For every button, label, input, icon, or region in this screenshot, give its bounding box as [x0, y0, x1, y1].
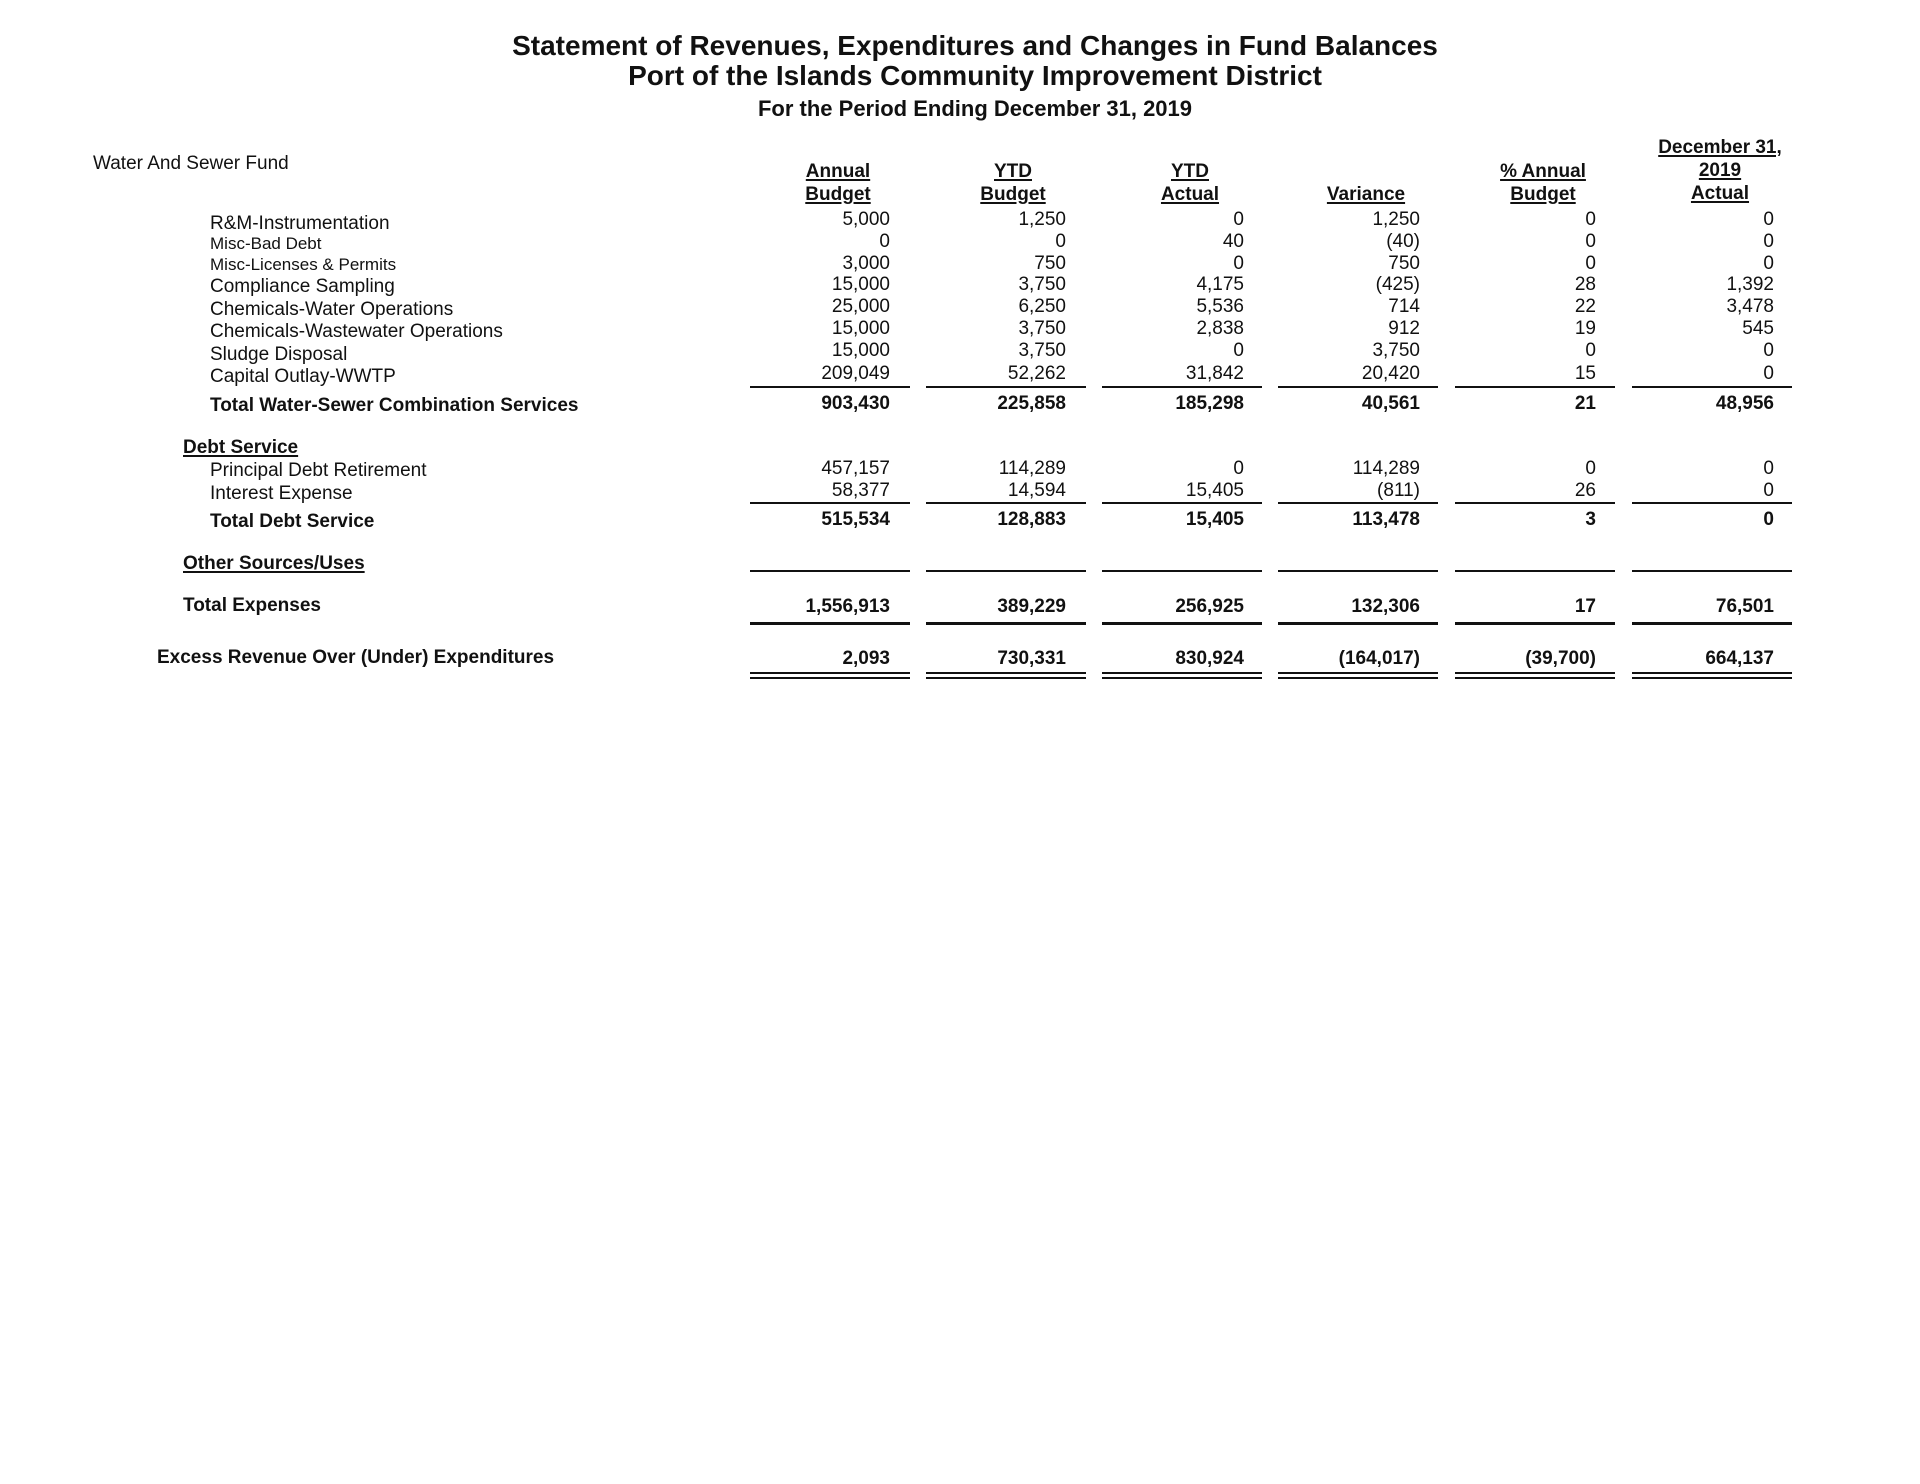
cell-ytd-budget: 3,750: [1018, 318, 1066, 339]
cell-ytd-budget: 6,250: [1018, 296, 1066, 317]
cell-december-actual: 1,392: [1726, 274, 1774, 295]
cell-variance: 40,561: [1361, 393, 1420, 414]
col-header-variance: Variance: [1326, 184, 1406, 205]
cell-ytd-actual: 830,924: [1175, 648, 1244, 669]
double-underline: [926, 672, 1086, 679]
cell-ytd-budget: 225,858: [997, 393, 1066, 414]
row-label: Compliance Sampling: [210, 276, 395, 297]
row-label: Chemicals-Wastewater Operations: [210, 321, 503, 342]
cell-annual-budget: 15,000: [831, 340, 890, 361]
column-rule: [1632, 386, 1792, 388]
cell-annual-budget: 5,000: [842, 209, 890, 230]
cell-ytd-actual: 0: [1233, 253, 1244, 274]
cell-december-actual: 76,501: [1715, 596, 1774, 617]
cell-december-actual: 0: [1763, 340, 1774, 361]
column-rule: [1278, 622, 1438, 625]
cell-ytd-budget: 14,594: [1007, 480, 1066, 501]
cell-december-actual: 3,478: [1726, 296, 1774, 317]
cell-ytd-budget: 1,250: [1018, 209, 1066, 230]
row-label: Misc-Bad Debt: [210, 234, 322, 253]
column-rule: [1632, 622, 1792, 625]
excess-revenue-label: Excess Revenue Over (Under) Expenditures: [157, 647, 555, 668]
total-expenses-label: Total Expenses: [183, 595, 321, 616]
cell-december-actual: 664,137: [1705, 648, 1774, 669]
col-header-december-actual: December 31, 2019 Actual: [1658, 137, 1782, 204]
cell-pct-annual-budget: 17: [1574, 596, 1596, 617]
cell-december-actual: 0: [1763, 231, 1774, 252]
cell-december-actual: 0: [1763, 509, 1774, 530]
cell-ytd-actual: 40: [1222, 231, 1244, 252]
cell-annual-budget: 15,000: [831, 318, 890, 339]
cell-pct-annual-budget: 0: [1585, 253, 1596, 274]
column-rule: [1102, 622, 1262, 625]
cell-annual-budget: 3,000: [842, 253, 890, 274]
row-label: Sludge Disposal: [210, 344, 348, 365]
column-rule: [1455, 502, 1615, 504]
cell-pct-annual-budget: 22: [1574, 296, 1596, 317]
cell-ytd-budget: 3,750: [1018, 274, 1066, 295]
cell-pct-annual-budget: (39,700): [1525, 648, 1596, 669]
column-rule: [1278, 570, 1438, 572]
cell-annual-budget: 2,093: [842, 648, 890, 669]
cell-pct-annual-budget: 19: [1574, 318, 1596, 339]
column-rule: [1102, 502, 1262, 504]
column-rule: [1632, 570, 1792, 572]
cell-ytd-actual: 185,298: [1175, 393, 1244, 414]
column-rule: [750, 386, 910, 388]
col-header-annual-budget: Annual Budget: [805, 161, 871, 205]
cell-variance: 912: [1388, 318, 1420, 339]
cell-ytd-budget: 128,883: [997, 509, 1066, 530]
cell-december-actual: 0: [1763, 480, 1774, 501]
cell-pct-annual-budget: 0: [1585, 209, 1596, 230]
cell-pct-annual-budget: 26: [1574, 480, 1596, 501]
double-underline: [1632, 672, 1792, 679]
cell-variance: 1,250: [1372, 209, 1420, 230]
cell-annual-budget: 1,556,913: [805, 596, 890, 617]
cell-ytd-actual: 0: [1233, 458, 1244, 479]
column-rule: [1278, 386, 1438, 388]
column-rule: [926, 502, 1086, 504]
cell-annual-budget: 903,430: [821, 393, 890, 414]
double-underline: [1455, 672, 1615, 679]
cell-pct-annual-budget: 21: [1574, 393, 1596, 414]
cell-pct-annual-budget: 15: [1574, 363, 1596, 384]
report-title: Statement of Revenues, Expenditures and Changes in Fund Balances: [512, 30, 1438, 61]
cell-annual-budget: 15,000: [831, 274, 890, 295]
other-sources-heading: Other Sources/Uses: [183, 553, 365, 574]
column-rule: [926, 386, 1086, 388]
cell-ytd-actual: 5,536: [1196, 296, 1244, 317]
fund-label: Water And Sewer Fund: [93, 153, 289, 174]
column-rule: [926, 622, 1086, 625]
cell-pct-annual-budget: 0: [1585, 340, 1596, 361]
cell-ytd-budget: 750: [1034, 253, 1066, 274]
cell-december-actual: 0: [1763, 458, 1774, 479]
cell-variance: 114,289: [1352, 458, 1420, 479]
cell-annual-budget: 58,377: [831, 480, 890, 501]
cell-variance: (811): [1377, 480, 1420, 501]
report-period: For the Period Ending December 31, 2019: [757, 96, 1193, 121]
row-label: R&M-Instrumentation: [210, 213, 390, 234]
col-header-ytd-budget: YTD Budget: [980, 161, 1046, 205]
cell-pct-annual-budget: 28: [1574, 274, 1596, 295]
debt-service-heading: Debt Service: [183, 437, 299, 458]
row-label: Chemicals-Water Operations: [210, 299, 454, 320]
cell-december-actual: 0: [1763, 209, 1774, 230]
cell-annual-budget: 0: [879, 231, 890, 252]
col-header-ytd-actual: YTD Actual: [1160, 161, 1220, 205]
cell-variance: 113,478: [1352, 509, 1420, 530]
cell-pct-annual-budget: 3: [1585, 509, 1596, 530]
cell-annual-budget: 457,157: [821, 458, 890, 479]
cell-ytd-budget: 730,331: [997, 648, 1066, 669]
district-name: Port of the Islands Community Improvement District: [628, 60, 1322, 91]
cell-december-actual: 0: [1763, 363, 1774, 384]
cell-ytd-actual: 256,925: [1175, 596, 1244, 617]
column-rule: [1455, 570, 1615, 572]
cell-december-actual: 545: [1742, 318, 1774, 339]
cell-ytd-budget: 52,262: [1007, 363, 1066, 384]
cell-variance: 20,420: [1361, 363, 1420, 384]
cell-december-actual: 0: [1763, 253, 1774, 274]
cell-variance: 132,306: [1351, 596, 1420, 617]
cell-annual-budget: 25,000: [831, 296, 890, 317]
row-label: Capital Outlay-WWTP: [210, 366, 396, 387]
column-rule: [750, 502, 910, 504]
col-header-pct-annual-budget: % Annual Budget: [1500, 161, 1586, 205]
cell-variance: (40): [1386, 231, 1420, 252]
cell-ytd-actual: 0: [1233, 340, 1244, 361]
column-rule: [1632, 502, 1792, 504]
cell-annual-budget: 209,049: [821, 363, 890, 384]
cell-ytd-budget: 389,229: [997, 596, 1066, 617]
cell-ytd-actual: 15,405: [1185, 509, 1244, 530]
double-underline: [750, 672, 910, 679]
cell-ytd-actual: 15,405: [1185, 480, 1244, 501]
cell-variance: 750: [1388, 253, 1420, 274]
row-label: Misc-Licenses & Permits: [210, 255, 397, 274]
column-rule: [1455, 386, 1615, 388]
column-rule: [750, 570, 910, 572]
cell-ytd-budget: 114,289: [998, 458, 1066, 479]
principal-debt-label: Principal Debt Retirement: [210, 460, 427, 481]
total-debt-service-label: Total Debt Service: [210, 511, 375, 532]
cell-pct-annual-budget: 0: [1585, 458, 1596, 479]
cell-december-actual: 48,956: [1715, 393, 1774, 414]
column-rule: [926, 570, 1086, 572]
cell-ytd-actual: 2,838: [1196, 318, 1244, 339]
cell-pct-annual-budget: 0: [1585, 231, 1596, 252]
column-rule: [1102, 570, 1262, 572]
column-rule: [1278, 502, 1438, 504]
cell-ytd-actual: 0: [1233, 209, 1244, 230]
cell-variance: 3,750: [1372, 340, 1420, 361]
column-rule: [1455, 622, 1615, 625]
total-water-sewer-label: Total Water-Sewer Combination Services: [210, 395, 579, 416]
interest-expense-label: Interest Expense: [210, 483, 353, 504]
column-rule: [1102, 386, 1262, 388]
cell-ytd-budget: 0: [1055, 231, 1066, 252]
cell-variance: (425): [1375, 274, 1420, 295]
double-underline: [1102, 672, 1262, 679]
cell-annual-budget: 515,534: [821, 509, 890, 530]
column-rule: [750, 622, 910, 625]
cell-variance: 714: [1388, 296, 1420, 317]
cell-variance: (164,017): [1338, 648, 1420, 669]
cell-ytd-budget: 3,750: [1018, 340, 1066, 361]
cell-ytd-actual: 4,175: [1196, 274, 1244, 295]
double-underline: [1278, 672, 1438, 679]
cell-ytd-actual: 31,842: [1185, 363, 1244, 384]
